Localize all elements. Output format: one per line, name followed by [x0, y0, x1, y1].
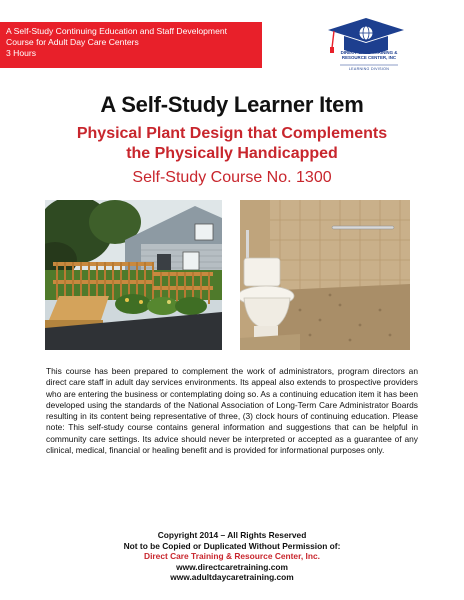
logo-name-line-2: RESOURCE CENTER, INC — [341, 55, 397, 60]
copyright-footer — [0, 530, 464, 583]
course-subtitle — [0, 124, 464, 164]
website-link-1[interactable]: www.directcaretraining.com — [176, 561, 288, 572]
banner-line-3: 3 Hours — [6, 48, 37, 58]
course-description: This course has been prepared to complement the work of administrators, program directors an direct care staff in adult day services environments. Its appeal also extends to prospective providers who are entering the business or contemplating doing so. As a continuing education item it has been developed using the standards of the National Association of Long-Term Care Administrator Boards resulting in its content being representative of three, (3) clock hours of continuing education. Please note: This self-study course contains general information and suggestions that can be helpful in community care settings. Its advice should never be interpreted or accepted as a guarantee of any clinical, medical, financial or healing benefit and is provided for informational purposes only. — [46, 366, 418, 456]
course-number: Self-Study Course No. 1300 — [132, 169, 332, 186]
company-logo — [322, 14, 406, 76]
website-link-2[interactable]: www.adultdaycaretraining.com — [170, 572, 294, 583]
house-with-ramp-photo — [45, 200, 222, 350]
banner-line-2: Course for Adult Day Care Centers — [6, 37, 139, 47]
subtitle-line-2: the Physically Handicapped — [126, 145, 338, 162]
logo-name — [340, 50, 398, 60]
logo-name-line-1: DIRECT CARE TRAINING & — [340, 50, 398, 55]
copyright-line: Copyright 2014 – All Rights Reserved — [157, 530, 307, 540]
banner-line-1: A Self-Study Continuing Education and Staff Development — [6, 26, 228, 36]
page-title: A Self-Study Learner Item — [100, 92, 364, 117]
logo-division: LEARNING DIVISION — [348, 67, 390, 71]
company-name: Direct Care Training & Resource Center, Inc. — [144, 551, 320, 562]
accessible-bathroom-photo — [240, 200, 410, 350]
permission-notice: Not to be Copied or Duplicated Without Permission of: — [123, 540, 341, 551]
course-banner — [0, 22, 262, 68]
subtitle-line-1: Physical Plant Design that Complements — [76, 125, 388, 142]
